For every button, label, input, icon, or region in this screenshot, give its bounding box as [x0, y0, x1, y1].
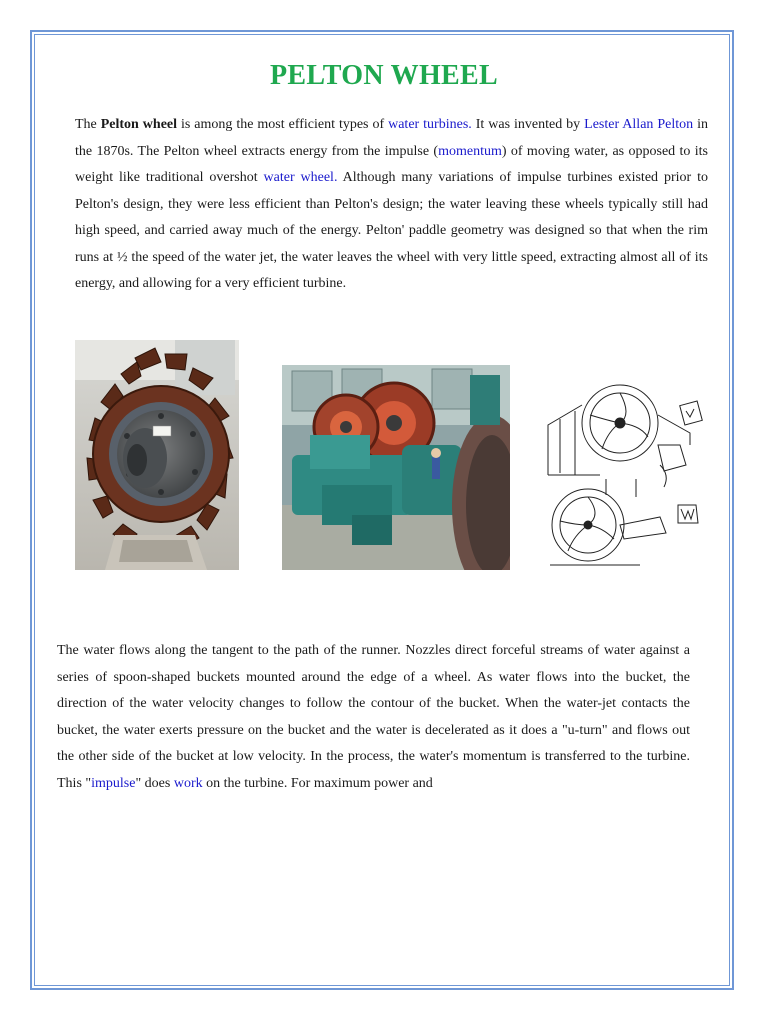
intro-paragraph: [75, 112, 708, 298]
page-title: PELTON WHEEL: [270, 60, 498, 91]
flow-paragraph: [57, 638, 690, 797]
link-work[interactable]: work: [173, 775, 203, 791]
text: Although many variations of impulse turbines existed prior to Pelton's design, they were less efficient than Pelton's design; the water leaving these wheels typically still had high speed, and carried away much of the energy. Pelton' paddle geometry was designed so that when the rim runs at ½ the speed of the water jet, the water leaves the wheel with very little speed, extracting almost all of its energy, and allowing for a very efficient turbine.: [75, 170, 708, 291]
pelton-runner-photo: [75, 340, 239, 570]
link-water-turbines[interactable]: water turbines.: [388, 117, 472, 132]
link-water-wheel[interactable]: water wheel.: [263, 170, 338, 185]
text: in the 1870s. The Pelton wheel extracts energy from the impulse (: [75, 117, 709, 159]
pelton-sketch-drawing: [540, 375, 710, 570]
bold-term: Pelton wheel: [100, 117, 178, 132]
link-lester-allan-pelton[interactable]: Lester Allan Pelton: [584, 117, 694, 132]
link-momentum[interactable]: momentum: [438, 143, 502, 159]
text: It was invented by: [471, 117, 585, 132]
text: " does: [135, 775, 174, 791]
link-impulse[interactable]: impulse: [91, 775, 136, 791]
turbine-hall-photo: [282, 365, 510, 570]
text: The: [75, 117, 101, 132]
text: ) of moving water, as opposed to its weight like traditional overshot: [75, 143, 708, 185]
text: The water flows along the tangent to the path of the runner. Nozzles direct forceful streams of water against a series of spoon-shaped buckets mounted around the edge of a wheel. As water flows into the bucket, the direction of the water velocity changes to follow the contour of the bucket. When the water-jet contacts the bucket, the water exerts pressure on the bucket and the water is decelerated as it does a "u-turn" and flows out the other side of the bucket at low velocity. In the process, the water's momentum is transferred to the turbine. This ": [57, 643, 690, 791]
text: is among the most efficient types of: [177, 117, 389, 132]
text: on the turbine. For maximum power and: [202, 775, 433, 791]
